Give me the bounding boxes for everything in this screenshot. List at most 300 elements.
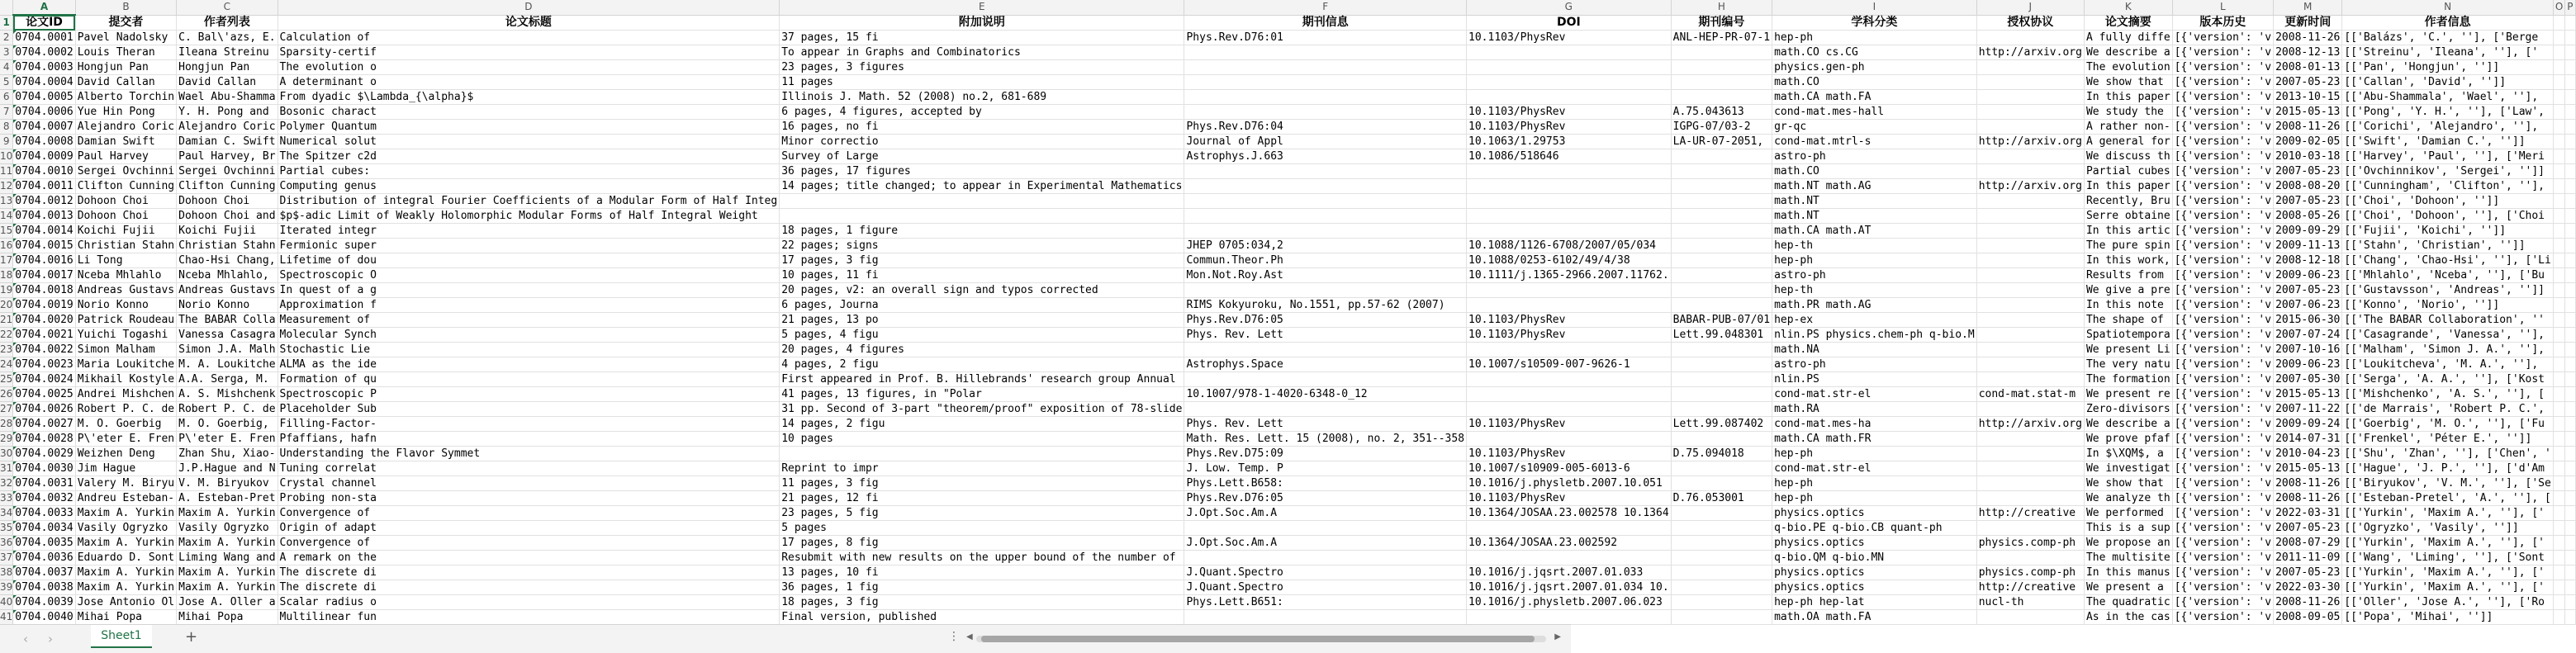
cell[interactable]: This is a sup [2084,521,2172,536]
cell[interactable]: 2008-11-26 [2274,595,2342,610]
cell[interactable]: 2007-11-22 [2274,402,2342,417]
cell[interactable]: physics.optics [1772,536,1977,551]
cell[interactable] [2553,491,2564,506]
cell[interactable]: Louis Theran [75,45,176,60]
prev-sheet-icon[interactable]: ‹ [23,632,28,646]
cell[interactable]: Crystal channel [278,476,780,491]
cell[interactable]: We show that [2084,476,2172,491]
row-header[interactable]: 20 [0,298,13,313]
cell[interactable]: [{'version': 'v [2172,45,2273,60]
cell[interactable]: [['Gustavsson', 'Andreas', '']] [2342,283,2553,298]
cell[interactable]: 10.1086/518646 [1467,149,1672,164]
cell[interactable]: Jim Hague [75,461,176,476]
cell[interactable]: Phys.Rev.D76:05 [1184,491,1467,506]
cell[interactable]: Weizhen Deng [75,447,176,461]
cell[interactable]: 2010-03-18 [2274,149,2342,164]
cell[interactable]: 21 pages, 12 fi [780,491,1184,506]
cell[interactable]: 0704.0040 [13,610,75,625]
cell[interactable]: 2014-07-31 [2274,432,2342,447]
cell[interactable]: 22 pages; signs [780,239,1184,253]
cell[interactable]: [['Pong', 'Y. H.', ''], ['Law', [2342,105,2553,120]
cell[interactable]: 2015-06-30 [2274,313,2342,328]
cell[interactable]: [['Choi', 'Dohoon', '']] [2342,194,2553,209]
cell[interactable]: Phys. Rev. Lett [1184,328,1467,343]
header-cell[interactable]: 更新时间 [2274,15,2342,31]
cell[interactable]: 0704.0034 [13,521,75,536]
cell[interactable]: cond-mat.mes-ha [1772,417,1977,432]
cell[interactable] [1976,149,2084,164]
cell[interactable]: [{'version': 'v [2172,476,2273,491]
cell[interactable]: 10.1016/j.jqsrt.2007.01.033 [1467,565,1672,580]
cell[interactable]: Fermionic super [278,239,780,253]
cell[interactable]: The quadratic [2084,595,2172,610]
column-header-g[interactable]: G [1467,0,1672,15]
cell[interactable] [1671,149,1772,164]
cell[interactable]: 10.1063/1.29753 [1467,135,1672,149]
cell[interactable]: The formation [2084,372,2172,387]
cell[interactable] [2553,135,2564,149]
cell[interactable]: Alberto Torchin [75,90,176,105]
cell[interactable]: 0704.0010 [13,164,75,179]
column-header-e[interactable]: E [780,0,1184,15]
cell[interactable] [2553,506,2564,521]
cell[interactable]: [['Stahn', 'Christian', '']] [2342,239,2553,253]
column-header-b[interactable]: B [75,0,176,15]
cell[interactable]: [{'version': 'v [2172,387,2273,402]
cell[interactable] [2565,461,2575,476]
cell[interactable] [2553,179,2564,194]
cell[interactable]: 5 pages [780,521,1184,536]
cell[interactable]: In this paper [2084,90,2172,105]
cell[interactable]: P\'eter E. Fren [75,432,176,447]
cell[interactable] [2553,268,2564,283]
cell[interactable]: We give a pre [2084,283,2172,298]
cell[interactable]: [{'version': 'v [2172,283,2273,298]
cell[interactable]: [{'version': 'v [2172,60,2273,75]
cell[interactable] [1184,551,1467,565]
cell[interactable]: Clifton Cunning [75,179,176,194]
cell[interactable]: [['Choi', 'Dohoon', ''], ['Choi [2342,209,2553,224]
cell[interactable]: Vasily Ogryzko [177,521,278,536]
row-header[interactable]: 29 [0,432,13,447]
cell[interactable]: 2007-06-23 [2274,298,2342,313]
cell[interactable] [1671,45,1772,60]
cell[interactable]: 21 pages, 13 po [780,313,1184,328]
cell[interactable]: 2007-05-23 [2274,283,2342,298]
cell[interactable]: In this work, [2084,253,2172,268]
cell[interactable]: 14 pages, 2 figu [780,417,1184,432]
cell[interactable] [1671,224,1772,239]
cell[interactable] [1671,60,1772,75]
cell[interactable]: hep-ph [1772,476,1977,491]
cell[interactable] [2553,149,2564,164]
cell[interactable]: [{'version': 'v [2172,461,2273,476]
cell[interactable]: physics.gen-ph [1772,60,1977,75]
header-cell[interactable]: 期刊信息 [1184,15,1467,31]
cell[interactable] [1467,283,1672,298]
cell[interactable] [1184,105,1467,120]
cell[interactable]: 2022-03-31 [2274,506,2342,521]
cell[interactable] [2565,135,2575,149]
cell[interactable]: The multisite [2084,551,2172,565]
cell[interactable] [2565,194,2575,209]
cell[interactable]: [{'version': 'v [2172,224,2273,239]
cell[interactable] [2553,610,2564,625]
cell[interactable]: Convergence of [278,506,780,521]
cell[interactable]: A general for [2084,135,2172,149]
scrollbar-thumb[interactable] [981,636,1535,642]
cell[interactable]: We present Li [2084,343,2172,357]
cell[interactable] [2565,313,2575,328]
cell[interactable]: Robert P. C. de [177,402,278,417]
cell[interactable]: [['Streinu', 'Ileana', ''], [' [2342,45,2553,60]
cell[interactable]: Zero-divisors [2084,402,2172,417]
cell[interactable]: 10.1364/JOSAA.23.002592 [1467,536,1672,551]
cell[interactable]: Phys.Rev.D76:04 [1184,120,1467,135]
cell[interactable]: Astrophys.Space [1184,357,1467,372]
column-header-h[interactable]: H [1671,0,1772,15]
cell[interactable] [1976,372,2084,387]
cell[interactable]: hep-ex [1772,313,1977,328]
cell[interactable]: 0704.0031 [13,476,75,491]
cell[interactable]: Results from [2084,268,2172,283]
cell[interactable] [1184,164,1467,179]
cell[interactable] [1976,164,2084,179]
cell[interactable]: [{'version': 'v [2172,135,2273,149]
cell[interactable]: [['Fujii', 'Koichi', '']] [2342,224,2553,239]
cell[interactable]: [{'version': 'v [2172,536,2273,551]
cell[interactable] [2553,209,2564,224]
row-header[interactable]: 6 [0,90,13,105]
next-sheet-icon[interactable]: › [48,632,53,646]
cell[interactable] [1976,357,2084,372]
cell[interactable]: 0704.0013 [13,209,75,224]
cell[interactable]: math.NT [1772,194,1977,209]
cell[interactable] [2565,328,2575,343]
cell[interactable]: [{'version': 'v [2172,328,2273,343]
cell[interactable]: 2007-05-23 [2274,75,2342,90]
cell[interactable] [2553,283,2564,298]
cell[interactable]: [['Hague', 'J. P.', ''], ['d'Am [2342,461,2553,476]
cell[interactable]: 0704.0002 [13,45,75,60]
cell[interactable]: [{'version': 'v [2172,209,2273,224]
cell[interactable]: 10 pages, 11 fi [780,268,1184,283]
cell[interactable] [1976,90,2084,105]
cell[interactable] [1976,60,2084,75]
cell[interactable]: 10.1103/PhysRev [1467,328,1672,343]
cell[interactable] [2565,60,2575,75]
cell[interactable]: The BABAR Colla [177,313,278,328]
cell[interactable]: D.76.053001 [1671,491,1772,506]
cell[interactable] [1467,224,1672,239]
cell[interactable] [2553,105,2564,120]
cell[interactable]: 2008-11-26 [2274,476,2342,491]
cell[interactable]: 41 pages, 13 figures, in "Polar [780,387,1184,402]
cell[interactable] [1671,194,1772,209]
cell[interactable] [1976,105,2084,120]
cell[interactable]: Dohoon Choi [75,194,176,209]
cell[interactable]: Approximation f [278,298,780,313]
cell[interactable] [1467,164,1672,179]
cell[interactable]: The discrete di [278,565,780,580]
cell[interactable]: physics.comp-ph [1976,536,2084,551]
cell[interactable] [2553,298,2564,313]
cell[interactable] [1671,402,1772,417]
cell[interactable] [2553,313,2564,328]
cell[interactable]: physics.optics [1772,506,1977,521]
cell[interactable]: [['Yurkin', 'Maxim A.', ''], [' [2342,565,2553,580]
cell[interactable]: cond-mat.mtrl-s [1772,135,1977,149]
cell[interactable] [2553,239,2564,253]
cell[interactable]: 31 pp. Second of 3-part "theorem/proof" exposition of 78-slide [780,402,1184,417]
cell[interactable]: [['Goerbig', 'M. O.', ''], ['Fu [2342,417,2553,432]
cell[interactable]: Phys.Rev.D76:01 [1184,31,1467,45]
cell[interactable]: 2007-07-24 [2274,328,2342,343]
cell[interactable]: 0704.0033 [13,506,75,521]
cell[interactable]: Math. Res. Lett. 15 (2008), no. 2, 351--358 [1184,432,1467,447]
cell[interactable]: 0704.0024 [13,372,75,387]
cell[interactable] [2553,565,2564,580]
row-header[interactable]: 10 [0,149,13,164]
cell[interactable]: [['Mishchenko', 'A. S.', ''], [ [2342,387,2553,402]
cell[interactable]: 10.1088/1126-6708/2007/05/034 [1467,239,1672,253]
cell[interactable]: 0704.0003 [13,60,75,75]
cell[interactable]: Mon.Not.Roy.Ast [1184,268,1467,283]
cell[interactable]: Spectroscopic O [278,268,780,283]
cell[interactable]: gr-qc [1772,120,1977,135]
column-header-m[interactable]: M [2274,0,2342,15]
cell[interactable] [1467,432,1672,447]
cell[interactable]: [['Callan', 'David', '']] [2342,75,2553,90]
cell[interactable]: 2007-05-23 [2274,194,2342,209]
cell[interactable]: 10.1088/0253-6102/49/4/38 [1467,253,1672,268]
cell[interactable]: hep-ph [1772,31,1977,45]
cell[interactable]: 4 pages, 2 figu [780,357,1184,372]
cell[interactable]: Journal of Appl [1184,135,1467,149]
cell[interactable]: nlin.PS [1772,372,1977,387]
cell[interactable]: 0704.0027 [13,417,75,432]
cell[interactable]: 2009-06-23 [2274,357,2342,372]
cell[interactable]: [{'version': 'v [2172,357,2273,372]
cell[interactable] [1671,565,1772,580]
cell[interactable] [1184,521,1467,536]
cell[interactable]: Polymer Quantum [278,120,780,135]
cell[interactable]: [['Konno', 'Norio', '']] [2342,298,2553,313]
cell[interactable]: JHEP 0705:034,2 [1184,239,1467,253]
cell[interactable]: Mihai Popa [75,610,176,625]
cell[interactable] [2553,476,2564,491]
cell[interactable]: 10.1111/j.1365-2966.2007.11762. [1467,268,1672,283]
cell[interactable] [2565,298,2575,313]
cell[interactable]: 2008-01-13 [2274,60,2342,75]
cell[interactable] [2553,328,2564,343]
cell[interactable]: nucl-th [1976,595,2084,610]
cell[interactable] [2553,536,2564,551]
column-header-k[interactable]: K [2084,0,2172,15]
row-header[interactable]: 27 [0,402,13,417]
header-cell[interactable]: 期刊编号 [1671,15,1772,31]
cell[interactable]: [['Yurkin', 'Maxim A.', ''], [' [2342,536,2553,551]
cell[interactable] [1671,432,1772,447]
cell[interactable]: 10.1103/PhysRev [1467,120,1672,135]
cell[interactable]: A fully diffe [2084,31,2172,45]
cell[interactable]: 0704.0035 [13,536,75,551]
cell[interactable] [2565,372,2575,387]
cell[interactable]: [{'version': 'v [2172,372,2273,387]
cell[interactable]: Hongjun Pan [177,60,278,75]
cell[interactable]: 36 pages, 1 fig [780,580,1184,595]
row-header[interactable]: 41 [0,610,13,625]
cell[interactable] [1976,268,2084,283]
cell[interactable]: 2022-03-30 [2274,580,2342,595]
cell[interactable]: 0704.0025 [13,387,75,402]
cell[interactable]: 0704.0030 [13,461,75,476]
cell[interactable]: Dohoon Choi and [177,209,278,224]
cell[interactable]: [{'version': 'v [2172,253,2273,268]
cell[interactable] [1976,551,2084,565]
cell[interactable]: Dohoon Choi [177,194,278,209]
cell[interactable]: 5 pages, 4 figu [780,328,1184,343]
row-header[interactable]: 31 [0,461,13,476]
cell[interactable]: Maxim A. Yurkin [75,580,176,595]
cell[interactable]: Chao-Hsi Chang, [177,253,278,268]
cell[interactable]: Stochastic Lie [278,343,780,357]
cell[interactable]: Commun.Theor.Ph [1184,253,1467,268]
cell[interactable] [1184,610,1467,625]
cell[interactable]: 2008-12-13 [2274,45,2342,60]
cell[interactable] [2565,105,2575,120]
cell[interactable]: math.OA math.FA [1772,610,1977,625]
cell[interactable]: Final version, published [780,610,1184,625]
column-header-p[interactable]: P [2565,0,2575,15]
row-header[interactable]: 37 [0,551,13,565]
cell[interactable]: 0704.0005 [13,90,75,105]
cell[interactable]: First appeared in Prof. B. Hillebrands' research group Annual [780,372,1184,387]
cell[interactable]: 2009-02-05 [2274,135,2342,149]
cell[interactable] [1976,31,2084,45]
cell[interactable]: Serre obtaine [2084,209,2172,224]
cell[interactable]: Maxim A. Yurkin [177,536,278,551]
cell[interactable]: 0704.0012 [13,194,75,209]
cell[interactable]: [['Harvey', 'Paul', ''], ['Meri [2342,149,2553,164]
cell[interactable] [2565,491,2575,506]
cell[interactable]: 10 pages [780,432,1184,447]
cell[interactable]: Partial cubes [2084,164,2172,179]
cell[interactable]: math.CO cs.CG [1772,45,1977,60]
cell[interactable]: math.NT math.AG [1772,179,1977,194]
row-header[interactable]: 33 [0,491,13,506]
cell[interactable]: The discrete di [278,580,780,595]
cell[interactable] [2565,75,2575,90]
cell[interactable]: [['Corichi', 'Alejandro', ''], [2342,120,2553,135]
cell[interactable]: [{'version': 'v [2172,506,2273,521]
cell[interactable]: cond-mat.mes-hall [1772,105,1977,120]
cell[interactable] [2553,90,2564,105]
cell[interactable]: Resubmit with new results on the upper bound of the number of [780,551,1184,565]
cell[interactable]: P\'eter E. Fren [177,432,278,447]
row-header[interactable]: 2 [0,31,13,45]
cell[interactable] [2553,580,2564,595]
scroll-right-icon[interactable]: ▶ [1554,632,1561,641]
cell[interactable]: Li Tong [75,253,176,268]
cell[interactable]: Andreas Gustavs [177,283,278,298]
cell[interactable]: hep-ph hep-lat [1772,595,1977,610]
cell[interactable]: Wael Abu-Shamma [177,90,278,105]
cell[interactable] [1467,387,1672,402]
cell[interactable] [1976,432,2084,447]
cell[interactable] [1976,209,2084,224]
cell[interactable]: Phys.Rev.D76:05 [1184,313,1467,328]
cell[interactable] [1184,179,1467,194]
cell[interactable]: Lett.99.087402 [1671,417,1772,432]
cell[interactable] [1976,298,2084,313]
row-header[interactable]: 13 [0,194,13,209]
header-cell[interactable]: 论文标题 [278,15,780,31]
cell[interactable] [2553,372,2564,387]
header-cell[interactable]: 作者信息 [2342,15,2553,31]
cell[interactable] [1671,387,1772,402]
cell[interactable] [1467,298,1672,313]
cell[interactable]: Paul Harvey, Br [177,149,278,164]
cell[interactable]: Mihai Popa [177,610,278,625]
cell[interactable] [1671,268,1772,283]
cell[interactable]: 0704.0018 [13,283,75,298]
cell[interactable] [2565,268,2575,283]
cell[interactable]: Maxim A. Yurkin [75,565,176,580]
cell[interactable] [2553,447,2564,461]
cell[interactable] [1184,343,1467,357]
cell[interactable]: 0704.0038 [13,580,75,595]
column-header-j[interactable]: J [1976,0,2084,15]
cell[interactable]: [{'version': 'v [2172,610,2273,625]
cell[interactable]: Nceba Mhlahlo [75,268,176,283]
cell[interactable] [1184,45,1467,60]
row-header[interactable]: 34 [0,506,13,521]
cell[interactable]: We prove pfaf [2084,432,2172,447]
cell[interactable]: 2015-05-13 [2274,105,2342,120]
cell[interactable]: 2015-05-13 [2274,387,2342,402]
cell[interactable]: 0704.0023 [13,357,75,372]
cell[interactable]: 2007-10-16 [2274,343,2342,357]
cell[interactable]: We describe a [2084,417,2172,432]
row-header[interactable]: 32 [0,476,13,491]
row-header[interactable]: 8 [0,120,13,135]
row-header[interactable]: 15 [0,224,13,239]
cell[interactable]: A. Esteban-Pret [177,491,278,506]
cell[interactable] [1184,372,1467,387]
cell[interactable]: [{'version': 'v [2172,491,2273,506]
cell[interactable] [2553,75,2564,90]
cell[interactable]: [{'version': 'v [2172,179,2273,194]
cell[interactable] [2565,224,2575,239]
header-cell[interactable]: 授权协议 [1976,15,2084,31]
cell[interactable]: $p$-adic Limit of Weakly Holomorphic Modular Forms of Half Integral Weight [278,209,780,224]
cell[interactable]: M. A. Loukitche [177,357,278,372]
cell[interactable]: 2009-09-29 [2274,224,2342,239]
cell[interactable]: [['Chang', 'Chao-Hsi', ''], ['Li [2342,253,2553,268]
cell[interactable] [1976,75,2084,90]
cell[interactable]: nlin.PS physics.chem-ph q-bio.M [1772,328,1977,343]
cell[interactable]: Andreu Esteban- [75,491,176,506]
column-header-o[interactable]: O [2553,0,2564,15]
cell[interactable]: 23 pages, 5 fig [780,506,1184,521]
cell[interactable]: [{'version': 'v [2172,194,2273,209]
cell[interactable]: Maria Loukitche [75,357,176,372]
cell[interactable] [2565,164,2575,179]
cell[interactable]: Understanding the Flavor Symmet [278,447,780,461]
row-header[interactable]: 36 [0,536,13,551]
cell[interactable] [2553,461,2564,476]
